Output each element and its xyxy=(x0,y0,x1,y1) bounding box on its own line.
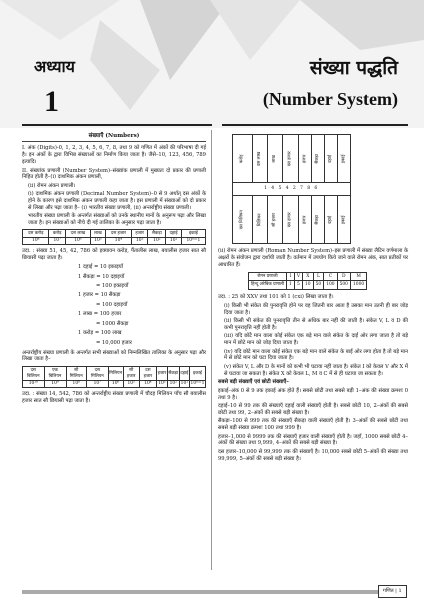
table-cell: 10³ xyxy=(132,237,148,245)
para-indian-system: भारतीय संख्या प्रणाली के अन्तर्गत संख्याओं को उनके स्थानीय मानों के अनुरूप पढ़ा और लिखा जाता है। इन संख्याओं को नीचे दी गई तालिका के अनुसार पढ़ा जाता है। xyxy=(28,213,206,227)
table-cell: 10 xyxy=(303,281,314,290)
list-item: = 10,000 हजार xyxy=(96,339,132,346)
table-cell: 5 xyxy=(294,281,302,290)
table-cell: करोड़ xyxy=(233,135,253,183)
table-cell: हजार xyxy=(132,230,148,238)
page-number: गणित | 1 xyxy=(378,585,407,598)
table-cell: दहाई xyxy=(179,367,189,380)
header-rule-right xyxy=(222,124,408,126)
table-cell: सैकड़ा xyxy=(148,230,166,238)
para-international-system: अन्तर्राष्ट्रीय संख्या प्रणाली के अन्तर्गत सभी संख्याओं को निम्नलिखित तालिका के अनुसार पढ़ा और लिखा जाता है– xyxy=(22,349,206,363)
table-cell: 10¹⁰ xyxy=(23,380,45,388)
table-cell: दस हजार xyxy=(282,196,298,244)
right-column xyxy=(218,132,408,464)
table-cell: 10⁷ xyxy=(86,380,108,388)
para-roman-item: (ii) रोमन अंकन प्रणाली। xyxy=(28,182,76,189)
left-column xyxy=(22,132,206,407)
international-place-value-table xyxy=(22,366,206,388)
table-cell: हिन्दू अरेबिक प्रणाली xyxy=(249,281,287,290)
table-cell: हजार xyxy=(298,196,311,244)
table-cell: 500 xyxy=(337,281,350,290)
chapter-header-banner xyxy=(0,0,424,128)
table-cell: 10⁰=1 xyxy=(181,237,205,245)
para-roman-system: (ii) रोमन अंकन प्रणाली (Roman Number System)–इस प्रणाली में संख्या लैटिन वर्णमाला के अक्षरों के संयोजन द्वारा दर्शायी जाती है। वर्तमान में उपयोग किये जाने वाले रोमन अंक, सात प्रतीकों पर आधारित हैं। xyxy=(218,248,408,268)
table-cell: दहाई xyxy=(166,230,181,238)
table-cell: C xyxy=(324,272,337,281)
list-item: 1 करोड़ = 100 लाख xyxy=(78,330,122,337)
table-cell: 1000 xyxy=(350,281,366,290)
table-cell: मिलियन xyxy=(108,367,123,380)
para-hundreds: सैकड़ा–100 से 999 तक की संख्याएँ सैकड़ा वाली संख्याएँ होती है। 3–अंकों की सबसे छोटी तथा सबसे बड़ी संख्या क्रमशः 100 तथा 999 है। xyxy=(218,418,408,432)
table-cell: दस हजार xyxy=(139,367,156,380)
list-item: 1 लाख = 100 हजार xyxy=(78,311,122,318)
table-cell: I xyxy=(287,272,295,281)
table-cell: हजार xyxy=(157,367,168,380)
indian-place-value-table xyxy=(22,229,206,245)
table-cell: X xyxy=(303,272,314,281)
subheading-largest-smallest: सबसे बड़ी संख्याएँ एवं छोटी संख्याएँ– xyxy=(218,379,289,386)
table-cell: 10⁹ xyxy=(44,380,66,388)
table-cell: दस करोड़ xyxy=(23,230,49,238)
list-item: 1 हजार = 10 सैकड़ा xyxy=(78,292,121,299)
table-cell: इकाई xyxy=(337,135,350,183)
table-cell: 10⁴ xyxy=(105,237,131,245)
table-cell: 10¹ xyxy=(180,381,189,387)
table-cell: इकाई xyxy=(181,230,205,238)
section-title-numbers: संख्याएँ (Numbers) xyxy=(22,133,206,142)
table-cell: सौ मिलियन xyxy=(66,367,86,380)
table-cell: दस मिलियन xyxy=(86,367,108,380)
table-cell: सौ हजार xyxy=(123,367,139,380)
list-item: 1 सैकड़ा = 10 दहाइयाँ xyxy=(78,273,125,280)
table-cell: रोमन प्रणाली xyxy=(249,272,287,281)
table-cell: करोड़ xyxy=(49,230,65,238)
roman-rule: (i) किसी भी संकेत की पुनरावृत्ति होने पर वह जितनी बार आता है उसका मान उतनी ही बार जोड़ दिया जाता है। xyxy=(224,302,408,316)
table-cell: 10² xyxy=(167,380,179,388)
roman-rule: (iii) यदि छोटेे मान वाला कोई संकेत एक बड़े मान वाले संकेत के दाईं ओर लगा जाता है तो बड़े मान में छोटे मान को जोड़ दिया जाता है। xyxy=(224,333,408,347)
roman-rule: (v) संकेत V, L और D के मानों को कभी भी घटाया नहीं जाता है। संकेत I को केवल V और X में से घटाया जा सकता है। संकेत X को केवल L, M व C में से ही घटाया जा सकता है। xyxy=(224,363,408,377)
table-cell: 1 xyxy=(287,281,295,290)
table-cell: सैकड़ा xyxy=(167,367,179,380)
example-international: उदा. : संख्या 14, 542, 786 को अन्तर्राष्ट्रीय संख्या प्रणाली में चौदह मिलियन पाँच सौ बयालीस हजार सात सौ छियासी पढ़ा जाता है। xyxy=(22,391,206,405)
table-cell: सौ हजार xyxy=(268,196,283,244)
table-cell: दस मिलियन xyxy=(233,196,253,244)
chapter-title-english: (Number System) xyxy=(262,89,398,109)
table-cell: दस हजार xyxy=(282,135,298,183)
table-cell: 50 xyxy=(313,281,324,290)
table-cell: इकाई xyxy=(189,367,205,380)
list-item: = 1000 सैकड़ा xyxy=(96,320,129,327)
page-footer xyxy=(0,585,424,600)
table-cell: दस बिलियन xyxy=(23,367,45,380)
table-cell: 10³ xyxy=(158,381,166,387)
table-cell: इकाई xyxy=(337,196,350,244)
column-divider xyxy=(211,130,212,570)
table-cell: मिलियन xyxy=(253,196,268,244)
chapter-label: अध्याय xyxy=(34,57,75,76)
para-number-system: II. संख्यांक प्रणाली (Number System)–संख्यांक प्रणाली में मुख्यतः दो प्रकार की प्रणाली निहित होती है–(i) दाशमिक अंकन प्रणाली, xyxy=(22,167,206,181)
table-cell: दस लाख xyxy=(253,135,268,183)
table-cell: लाख xyxy=(268,135,283,183)
para-ten-thousands: दस हजार–10,000 से 99,999 तक की संख्याएँ है। 10,000 सबसे छोटी 5–अंकों की संख्या तथा 99,999, 5–अंकों की सबसे बड़ी संख्या है। xyxy=(218,448,408,462)
example-roman: उदा. : 25 को XXV तथा 101 को 1 (cxi) लिखा जाता है। xyxy=(218,294,334,301)
header-rule-left xyxy=(22,124,212,126)
table-cell: 10⁰=1 xyxy=(190,381,205,387)
table-cell: 10⁸ xyxy=(23,237,49,245)
para-thousands: हजार–1,000 से 9999 तक की संख्याएँ हजार वाली संख्याएँ होती है। जहाँ, 1000 सबसे छोटी 4–अंकों की संख्या तथा 9,999, 4–अंकों की सबसे बड़ी संख्या है। xyxy=(218,433,408,447)
table-cell: L xyxy=(313,272,324,281)
list-item: 1 दहाई = 10 इकाइयाँ xyxy=(78,264,124,271)
table-cell: दहाई xyxy=(324,135,337,183)
table-cell: 10⁷ xyxy=(49,237,65,245)
table-cell: D xyxy=(337,272,350,281)
table-cell: 10² xyxy=(148,237,166,245)
chapter-number: 1 xyxy=(44,85,59,118)
comparison-place-value-table xyxy=(232,134,351,244)
roman-rule: (iv) यदि छोटे मान वाला कोई संकेत एक बड़े मान वाले संकेत के बाईं ओर लगा होता है तो बड़े मान में से छोटे मान को घटा दिया जाता है। xyxy=(224,348,408,362)
table-cell: 10⁶ xyxy=(108,380,123,388)
table-cell: एक बिलियन xyxy=(44,367,66,380)
example-indian: उदा. : संख्या 51, 45, 42, 786 को इक्यावन करोड़, पैंतालीस लाख, बयालीस हजार सात सौ छियासी पढ़ा जाता है। xyxy=(22,248,206,262)
table-cell: सैकड़ा xyxy=(311,135,324,183)
table-cell: 10⁴ xyxy=(139,380,156,388)
list-item: = 100 इकाइयाँ xyxy=(96,283,129,290)
table-cell: हजार xyxy=(298,135,311,183)
table-cell: दस लाख xyxy=(65,230,90,238)
list-item: = 100 दहाइयाँ xyxy=(96,301,128,308)
para-digits: I. अंक (Digits)-0, 1, 2, 3, 4, 5, 6, 7, 8, तथा 9 को गणित में अंकों की परिभाषा दी गई है। इन अंकों के द्वारा विभिन्न संख्याओं का निर्माण किया जाता है। जैसे–10, 123, 456, 789 इत्यादि। xyxy=(22,145,206,166)
table-cell: दहाई xyxy=(324,196,337,244)
table-cell: M xyxy=(350,272,366,281)
table-cell: सैकड़ा xyxy=(311,196,324,244)
table-cell: 10⁸ xyxy=(66,380,86,388)
table-cell: 10⁶ xyxy=(65,237,90,245)
roman-rule: (ii) किसी भी संकेत की पुनरावृत्ति तीन से अधिक बार नहीं की जाती है। संकेत V, L व D की कभी पुनरावृत्ति नहीं होती है। xyxy=(224,317,408,331)
table-cell: 100 xyxy=(324,281,337,290)
para-decimal-system: (i) दाशमिक अंकन प्रणाली (Decimal Number System)–0 से 9 अर्थात् दस अंकों के होने के कारण इसे दाशमिक अंकन प्रणाली कहा जाता है। इस प्रणाली में संख्याओं को दो प्रकार से लिखा और पढ़ा जाता है– (i) भारतीय संख्या प्रणाली, (ii) अन्तर्राष्ट्रीय संख्या प्रणाली। xyxy=(28,191,206,212)
table-cell: लाख xyxy=(90,230,105,238)
table-cell: दस हजार xyxy=(105,230,131,238)
footer-bar xyxy=(22,590,382,594)
para-units: इकाई–अंक 0 से 9 तक इकाई अंक होते हैं। सबसे छोटी तथा सबसे बड़ी 1–अंक की संख्या क्रमशः 0 तथा 9 है। xyxy=(218,387,408,401)
table-digits-row: 1 4 5 4 2 7 8 6 xyxy=(233,183,351,196)
table-cell: 10⁵ xyxy=(123,380,139,388)
chapter-title-hindi: संख्या पद्धति xyxy=(309,57,398,79)
para-tens: दहाई–10 से 99 तक की संख्याएँ दहाई वाली संख्याएँ होती है। सबसे छोटी 10, 2–अंकों की सबसे छोटी तथा 99, 2–अंकों की सबसे बड़ी संख्या है। xyxy=(218,402,408,416)
table-cell: 10⁵ xyxy=(90,237,105,245)
roman-symbol-table xyxy=(248,272,367,291)
table-cell: 10¹ xyxy=(166,237,181,245)
table-cell: V xyxy=(294,272,302,281)
unit-equivalence-list xyxy=(22,264,206,346)
